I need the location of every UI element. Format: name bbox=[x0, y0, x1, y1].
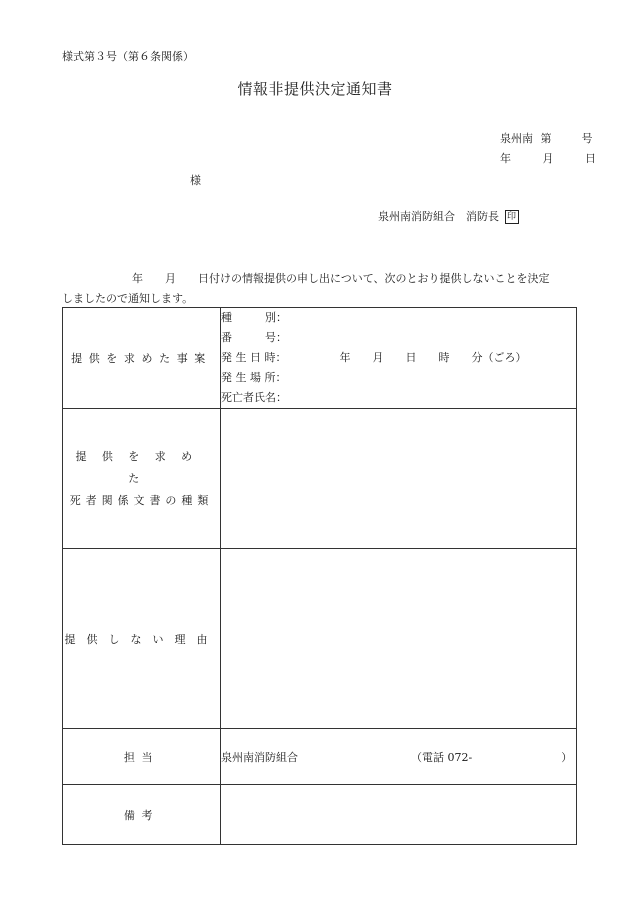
body-text-line2: しましたので通知します。 bbox=[62, 292, 194, 305]
field-datetime-value: 年 月 日 時 分（ごろ） bbox=[339, 351, 527, 364]
remarks-value bbox=[221, 785, 577, 845]
reference-no-suffix: 号 bbox=[581, 132, 593, 145]
issue-date bbox=[500, 150, 596, 166]
table-row bbox=[63, 308, 577, 409]
case-label: 提供を求めた事案 bbox=[63, 308, 221, 409]
table-row bbox=[63, 549, 577, 729]
staff-value bbox=[221, 729, 577, 785]
field-place: 発 生 場 所： bbox=[221, 371, 287, 384]
date-day: 日 bbox=[584, 152, 596, 165]
document-type-label-line2: 死者関係文書の種類 bbox=[69, 493, 214, 507]
reference-number bbox=[500, 130, 593, 146]
date-year: 年 bbox=[500, 152, 511, 165]
notice-table bbox=[62, 307, 577, 845]
document-type-value bbox=[221, 409, 577, 549]
body-text-line1 bbox=[62, 270, 550, 286]
document-title: 情報非提供決定通知書 bbox=[237, 80, 393, 98]
field-datetime bbox=[221, 348, 576, 368]
staff-phone-close: ） bbox=[561, 750, 573, 764]
reason-label: 提供しない理由 bbox=[63, 549, 221, 729]
case-fields bbox=[221, 308, 577, 409]
form-number-label: 様式第３号（第６条関係） bbox=[62, 50, 194, 63]
reference-org: 泉州南 bbox=[500, 132, 533, 145]
staff-phone: （電話 072- bbox=[411, 750, 473, 764]
table-row bbox=[63, 785, 577, 845]
staff-org: 泉州南消防組合 bbox=[221, 750, 298, 764]
remarks-label: 備考 bbox=[63, 785, 221, 845]
staff-label: 担当 bbox=[63, 729, 221, 785]
date-month: 月 bbox=[542, 152, 554, 165]
seal-mark: 印 bbox=[505, 210, 519, 224]
addressee: 様 bbox=[190, 174, 201, 187]
field-deceased-name: 死亡者氏名： bbox=[221, 391, 287, 404]
field-number: 番 号： bbox=[221, 331, 287, 344]
body-line1-text: 年 月 日付けの情報提供の申し出について、次のとおり提供しないことを決定 bbox=[132, 272, 550, 285]
table-row bbox=[63, 409, 577, 549]
document-type-label bbox=[63, 409, 221, 549]
sender-name: 泉州南消防組合 消防長 bbox=[378, 210, 499, 223]
reason-value bbox=[221, 549, 577, 729]
sender bbox=[378, 208, 519, 224]
table-row bbox=[63, 729, 577, 785]
field-datetime-label: 発 生 日 時： bbox=[221, 351, 287, 364]
reference-no-prefix: 第 bbox=[540, 132, 552, 145]
field-type: 種 別： bbox=[221, 311, 287, 324]
document-type-label-line1: 提供を求めた bbox=[75, 449, 208, 485]
